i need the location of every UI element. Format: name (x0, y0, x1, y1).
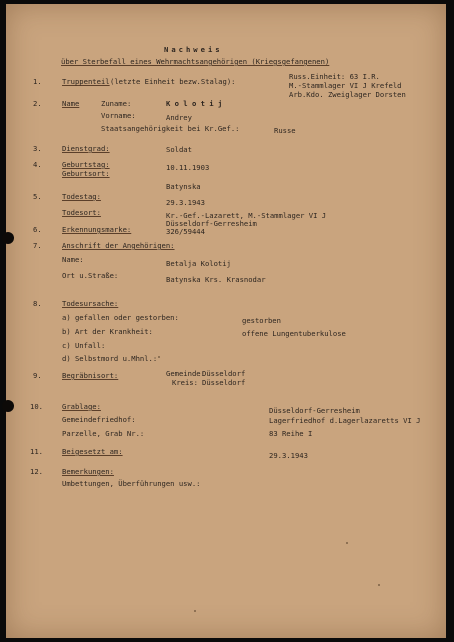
field-value-angehoerige-name: Betalja Kolotij (166, 259, 231, 268)
field-label-bemerkungen: Bemerkungen: (62, 467, 114, 476)
field-label-zuname: Zuname: (101, 99, 132, 108)
field-label-gemeindefriedhof: Gemeindefriedhof: (62, 415, 136, 424)
field-label-dienstgrad: Dienstgrad: (62, 144, 110, 153)
item-number: 12. (30, 467, 43, 476)
item-number: 11. (30, 447, 43, 456)
field-label-selbstmord: d) Selbstmord u.Mhnl.: (62, 354, 158, 363)
field-value-erkennungsmarke: 326/59444 (166, 227, 205, 236)
field-value-arbeitskommando: Arb.Kdo. Zweiglager Dorsten (289, 90, 406, 99)
punch-hole (2, 232, 14, 244)
field-label-grablage: Grablage: (62, 402, 101, 411)
field-value-einheit: Russ.Einheit: 63 I.R. (289, 72, 380, 81)
field-label-truppenteil: Truppenteil (62, 77, 110, 86)
item-number: 5. (33, 192, 42, 201)
item-number: 6. (33, 225, 42, 234)
field-value-krankheit: offene Lungentuberkulose (242, 329, 346, 338)
field-label-gefallen-gestorben: a) gefallen oder gestorben: (62, 313, 179, 322)
item-number: 7. (33, 241, 42, 250)
field-value-grab: 83 Reihe I (269, 429, 313, 438)
item-number: 2. (33, 99, 42, 108)
item-number: 4. (33, 160, 42, 169)
field-label-anschrift: Anschrift der Angehörigen: (62, 241, 175, 250)
field-value-vorname: Andrey (166, 113, 192, 122)
field-value-gefallen-gestorben: gestorben (242, 316, 281, 325)
field-label-todesursache: Todesursache: (62, 299, 119, 308)
item-number: 9. (33, 371, 42, 380)
field-value-ort-strasse: Batynska Krs. Krasnodar (166, 275, 266, 284)
field-label-todestag: Todestag: (62, 192, 101, 201)
document-subtitle: über Sterbefall eines Wehrmachtsangehörigen (Kriegsgefangenen) (61, 57, 330, 66)
field-label-krankheit: b) Art der Krankheit: (62, 327, 153, 336)
field-label-ort-strasse: Ort u.Straße: (62, 271, 119, 280)
document-page (6, 4, 446, 638)
field-label-erkennungsmarke: Erkennungsmarke: (62, 225, 132, 234)
field-label-beigesetzt: Beigesetzt am: (62, 447, 123, 456)
paper-speck (378, 584, 380, 586)
field-label-kreis: Kreis: (172, 378, 198, 387)
item-number: 3. (33, 144, 42, 153)
field-label-unfall: c) Unfall: (62, 341, 106, 350)
field-value-stammlager: M.-Stammlager VI J Krefeld (289, 81, 402, 90)
item-number: 10. (30, 402, 43, 411)
field-label-name: Name (62, 99, 80, 108)
field-value-geburtstag: 10.11.1903 (166, 163, 210, 172)
paper-speck (158, 356, 160, 358)
field-value-geburtsort: Batynska (166, 182, 201, 191)
field-value-gemeinde: Düsseldorf (202, 369, 246, 378)
field-value-friedhof-ort: Düsseldorf-Gerresheim (269, 406, 360, 415)
field-label-staatsangehoerigkeit: Staatsangehörigkeit bei Kr.Gef.: (101, 124, 240, 133)
field-value-todestag: 29.3.1943 (166, 198, 205, 207)
punch-hole (2, 400, 14, 412)
field-label-umbettungen: Umbettungen, Überführungen usw.: (62, 479, 201, 488)
field-label-angehoerige-name: Name: (62, 255, 84, 264)
field-value-todesort: Kr.-Gef.-Lazarett, M.-Stammlager VI J (166, 211, 327, 220)
field-label-parzelle: Parzelle, Grab Nr.: (62, 429, 145, 438)
field-label-geburtstag: Geburtstag: (62, 160, 110, 169)
field-value-beigesetzt: 29.3.1943 (269, 451, 308, 460)
field-label-todesort: Todesort: (62, 208, 101, 217)
paper-speck (346, 542, 348, 544)
field-value-dienstgrad: Soldat (166, 145, 192, 154)
field-note-truppenteil: (letzte Einheit bezw.Stalag): (110, 77, 236, 86)
field-value-lagerfriedhof: Lagerfriedhof d.Lagerlazaretts VI J (269, 416, 421, 425)
document-title: Nachweis (164, 45, 223, 54)
field-label-begraebnisort: Begräbnisort: (62, 371, 119, 380)
field-label-geburtsort: Geburtsort: (62, 169, 110, 178)
field-value-staatsangehoerigkeit: Russe (274, 126, 296, 135)
field-label-gemeinde: Gemeinde: (166, 369, 205, 378)
field-value-todesort-ort: Düsseldorf-Gerresheim (166, 219, 257, 228)
paper-speck (194, 610, 196, 612)
field-label-vorname: Vorname: (101, 111, 136, 120)
field-value-kreis: Düsseldorf (202, 378, 246, 387)
field-value-zuname: K o l o t i j (166, 99, 223, 108)
item-number: 1. (33, 77, 42, 86)
item-number: 8. (33, 299, 42, 308)
